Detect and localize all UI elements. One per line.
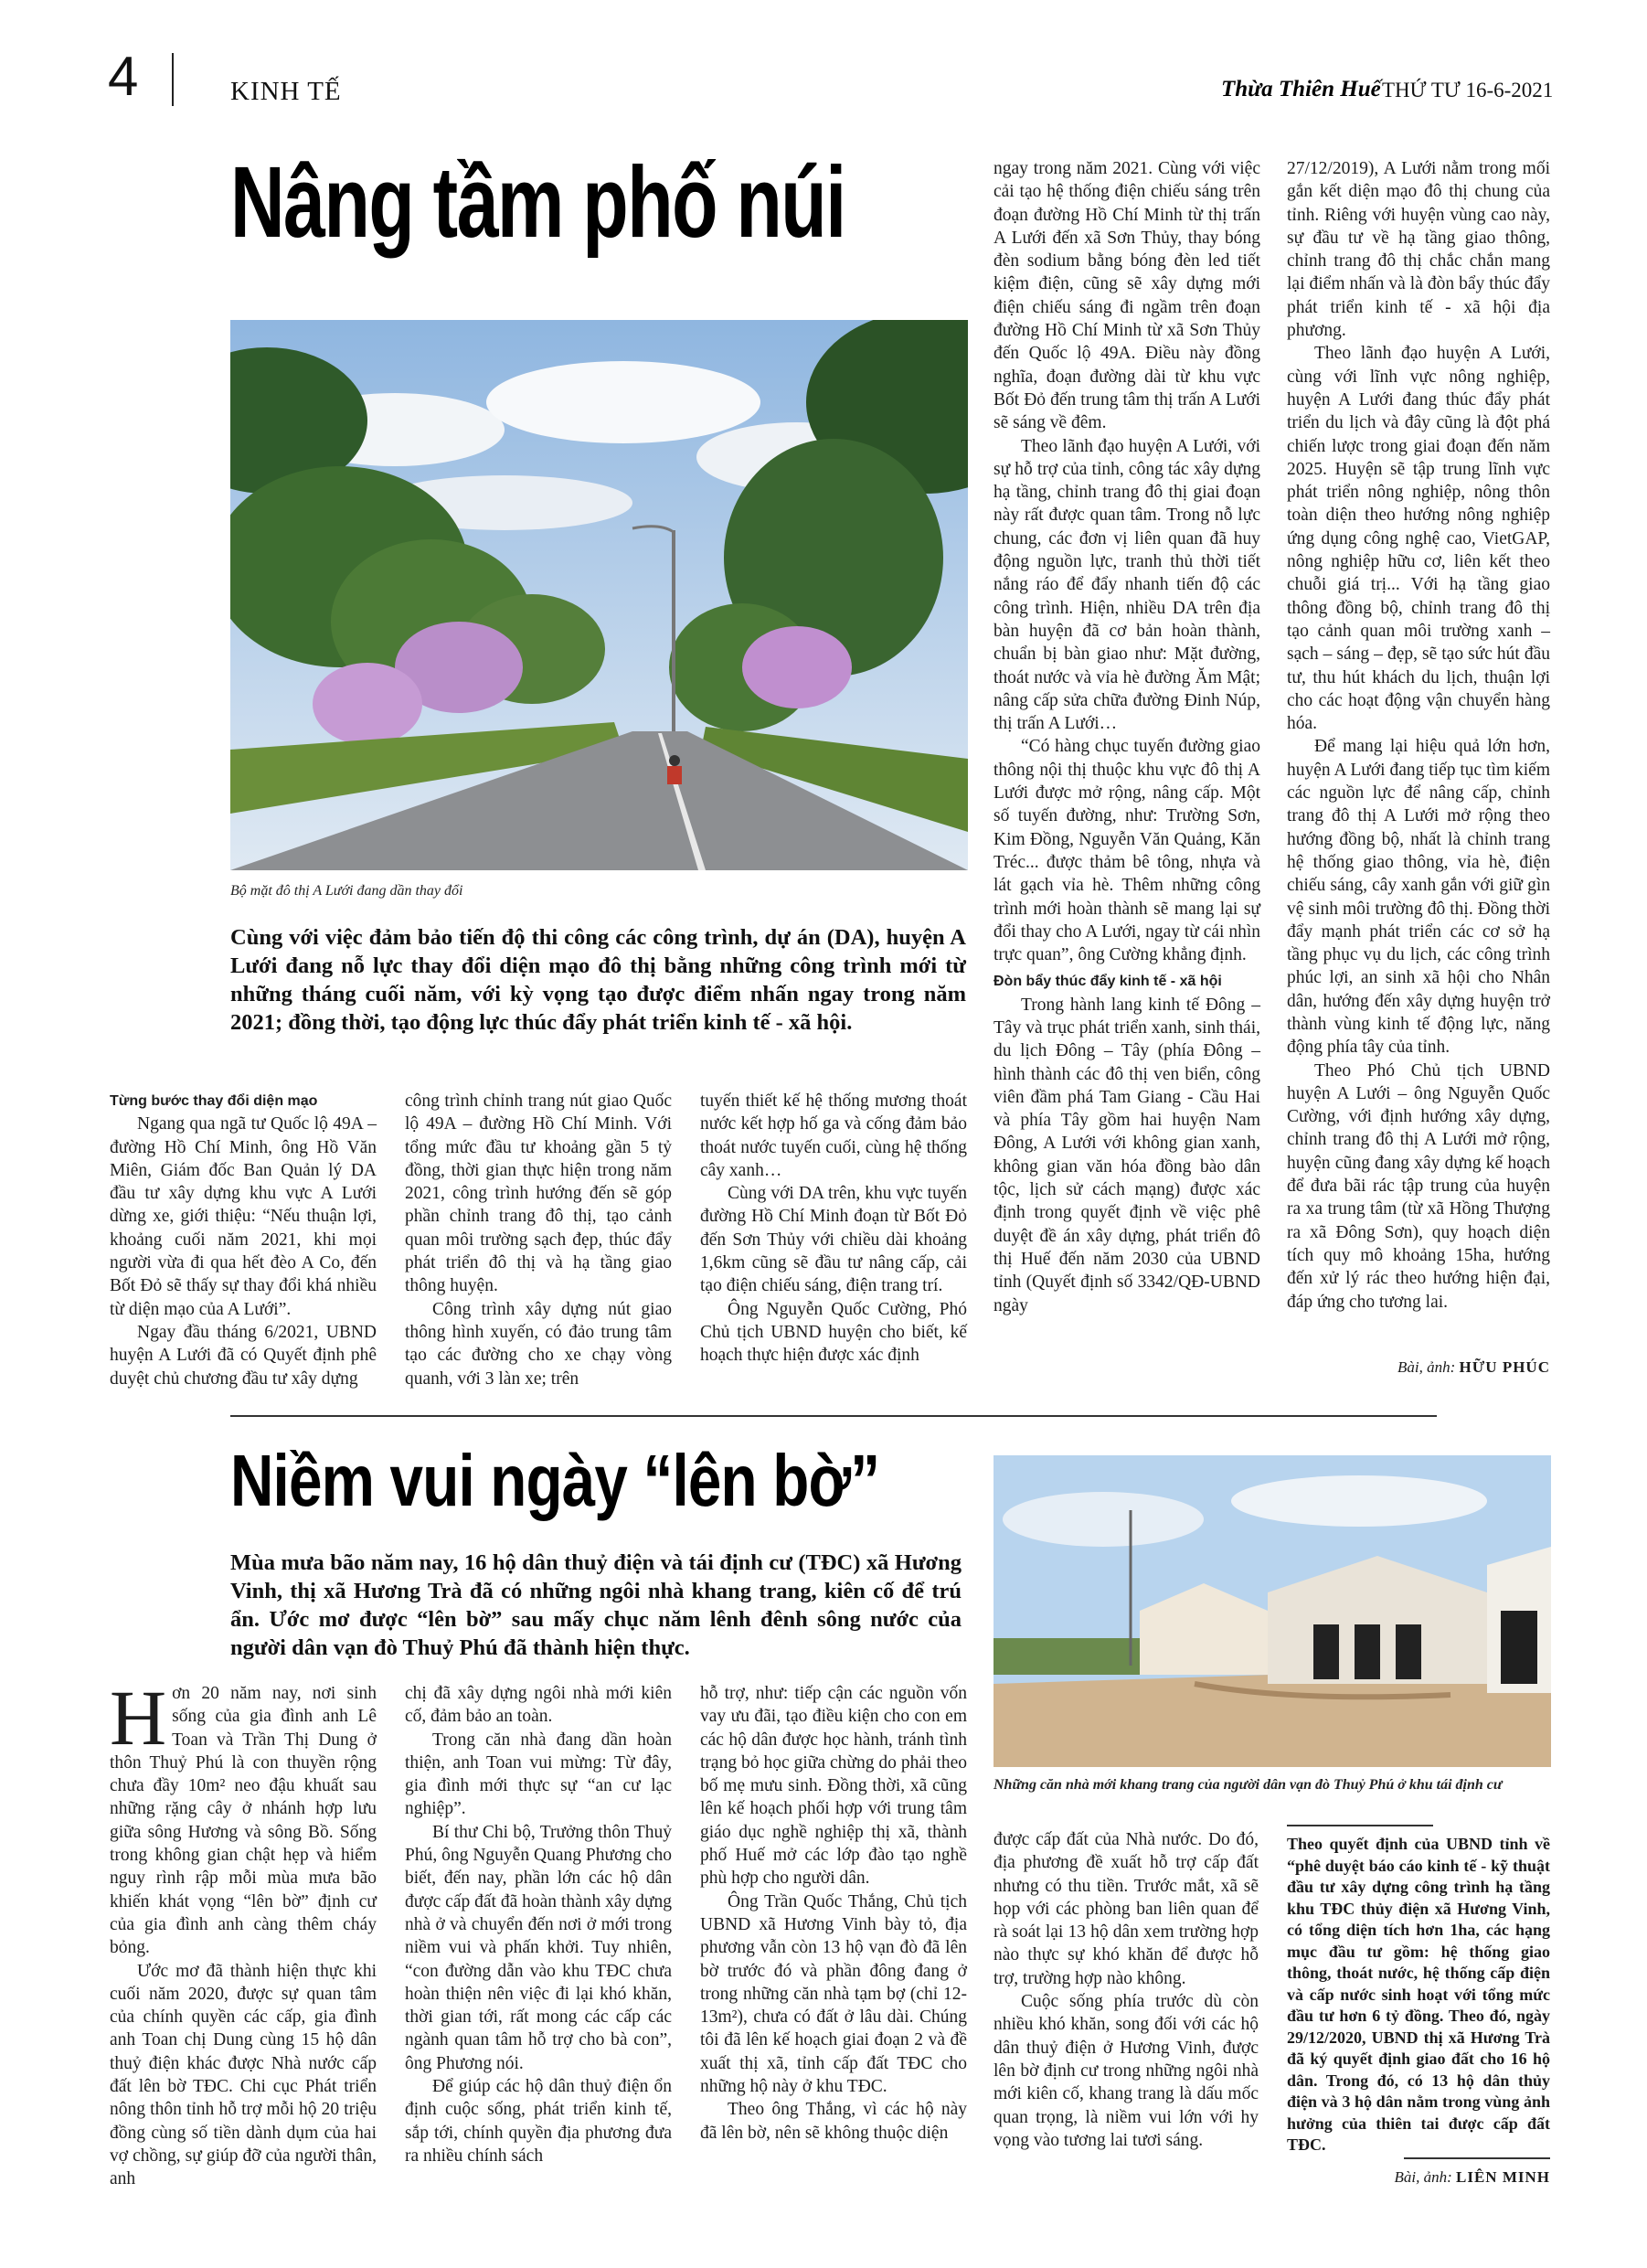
info-box: Theo quyết định của UBND tỉnh về “phê duyệt báo cáo kinh tế - kỹ thuật đầu tư xây dựng công trình hạ tầng khu TĐC thủy điện xã Hương Vinh, có tổng diện tích hơn 1ha, các hạng mục đầu tư gồm: hệ thống giao thông, thoát nước, hệ thống cấp điện và cấp nước sinh hoạt với tổng mức đầu tư hơn 6 tỷ đồng. Theo đó, ngày 29/12/2020, UBND thị xã Hương Trà đã ký quyết định giao đất cho 16 hộ dân. Trong đó, có 13 hộ dân thủy điện và 3 hộ dân nằm trong vùng ảnh hưởng của thiên tai được cấp đất TĐC. [1287,1835,1550,2154]
paragraph: hỗ trợ, như: tiếp cận các nguồn vốn vay ưu đãi, tạo điều kiện cho con em các hộ dân được học hành, tránh tình trạng bỏ học giữa chừng do phải theo bố mẹ mưu sinh. Đồng thời, xã cũng lên kế hoạch phối hợp với trung tâm giáo dục nghề nghiệp thị xã, thành phố Huế mở các lớp đào tạo nghề phù hợp cho người dân. [700,1684,967,1889]
paragraph: Cuộc sống phía trước dù còn nhiều khó khăn, song đối với các hộ dân thuỷ điện ở Hương Vinh, được lên bờ định cư trong những ngôi nhà mới kiên cố, khang trang là dấu mốc quan trọng, là niềm vui lớn với hy vọng vào tương lai tươi sáng. [994,1992,1259,2150]
byline-author: HỮU PHÚC [1459,1358,1550,1376]
paragraph: ngay trong năm 2021. Cùng với việc cải tạo hệ thống điện chiếu sáng trên đoạn đường Hồ Chí Minh từ thị trấn A Lưới đến xã Sơn Thủy, thay bóng đèn sodium bằng bóng đèn led tiết kiệm điện, cũng sẽ xây dựng mới điện chiếu sáng đi ngầm trên đoạn đường Hồ Chí Minh từ xã Sơn Thủy đến Quốc lộ 49A. Điều này đồng nghĩa, đoạn đường dài từ khu vực Bốt Đỏ đến trung tâm thị trấn A Lưới sẽ sáng về đêm. [994,159,1260,433]
article1-photo [230,320,968,870]
paragraph: Để giúp các hộ dân thuỷ điện ổn định cuộc sống, phát triển kinh tế, sắp tới, chính quyền địa phương đưa ra nhiều chính sách [405,2077,672,2166]
box-bottom-rule [1404,2157,1550,2159]
paragraph: tuyến thiết kế hệ thống mương thoát nước kết hợp hố ga và cống đảm bảo thoát nước tuyến cuối, cùng hệ thống cây xanh… [700,1091,967,1180]
article2-column-2 [405,1682,672,2167]
paragraph: Để mang lại hiệu quả lớn hơn, huyện A Lưới đang tiếp tục tìm kiếm các nguồn lực để nâng cấp, chỉnh trang đô thị A Lưới mở rộng theo hướng đồng bộ, nhất là chỉnh trang hệ thống giao thông, vỉa hè, điện chiếu sáng, cây xanh gắn với giữ gìn vệ sinh môi trường đô thị. Đồng thời đẩy mạnh phát triển các cơ sở hạ tầng phục vụ du lịch, các công trình phúc lợi, an sinh xã hội cho Nhân dân, hướng đến xây dựng huyện trở thành vùng kinh tế động lực, năng động phía tây của tỉnh. [1287,737,1550,1058]
article1-column-2 [405,1090,672,1390]
paragraph: Cùng với DA trên, khu vực tuyến đường Hồ Chí Minh đoạn từ Bốt Đỏ đến Sơn Thủy với chiều dài khoảng 1,6km cũng sẽ đầu tư nâng cấp, cải tạo điện chiếu sáng, điện trang trí. [700,1184,967,1296]
paragraph: “Có hàng chục tuyến đường giao thông nội thị thuộc khu vực đô thị A Lưới được mở rộng, nâng cấp. Một số tuyến đường, như: Trường Sơn, Kim Đồng, Nguyễn Văn Quảng, Kăn Tréc... được thảm bê tông, nhựa và lát gạch vỉa hè. Thêm những công trình mới hoàn thành sẽ mang lại sự đổi thay cho A Lưới, ngay từ cái nhìn trực quan”, ông Cường khẳng định. [994,737,1260,965]
article2-column-4 [994,1828,1259,2152]
issue-date: THỨ TƯ 16-6-2021 [1382,79,1554,101]
article1-lead: Cùng với việc đảm bảo tiến độ thi công các công trình, dự án (DA), huyện A Lưới đang nỗ lực thay đổi diện mạo đô thị bằng những công trình mới từ những tháng cuối năm, với kỳ vọng tạo được điểm nhấn ngay trong năm 2021; đồng thời, tạo động lực thúc đẩy phát triển kinh tế - xã hội. [230,925,966,1035]
article2-headline: Niềm vui ngày “lên bờ” [230,1440,880,1521]
byline-author: LIÊN MINH [1456,2168,1550,2186]
paragraph: 27/12/2019), A Lưới nằm trong mối gắn kết diện mạo đô thị chung của tỉnh. Riêng với huyện vùng cao này, sự đầu tư về hạ tầng giao thông, chỉnh trang đô thị chắc chắn mang lại điểm nhấn và là đòn bẩy thúc đẩy phát triển kinh tế - xã hội địa phương. [1287,159,1550,341]
article1-photo-caption: Bộ mặt đô thị A Lưới đang dần thay đổi [230,883,463,899]
article1-subhead-1: Từng bước thay đổi diện mạo [110,1093,318,1109]
paragraph: Công trình xây dựng nút giao thông hình xuyến, có đảo trung tâm tạo các đường cho xe chạy vòng quanh, với 3 làn xe; trên [405,1299,672,1389]
page-number: 4 [108,46,139,107]
article1-column-5 [1287,157,1550,1314]
street-photo-illustration [230,320,968,870]
paragraph: Ông Nguyễn Quốc Cường, Phó Chủ tịch UBND huyện cho biết, kế hoạch thực hiện được xác định [700,1299,967,1366]
paragraph: Ngang qua ngã tư Quốc lộ 49A – đường Hồ Chí Minh, ông Hồ Văn Miên, Giám đốc Ban Quản lý DA đầu tư xây dựng khu vực A Lưới dừng xe, giới thiệu: “Nếu thuận lợi, khoảng cuối năm 2021, khi mọi người vừa đi qua hết đèo A Co, đến Bốt Đỏ sẽ thấy sự thay đổi khá nhiều từ diện mạo của A Lưới”. [110,1114,377,1319]
article1-subhead-2: Đòn bẩy thúc đẩy kinh tế - xã hội [994,974,1222,990]
article2-column-3 [700,1682,967,2145]
article-separator [230,1415,1437,1417]
dropcap: H [110,1674,167,1762]
paragraph: công trình chỉnh trang nút giao Quốc lộ 49A – đường Hồ Chí Minh. Với tổng mức đầu tư khoảng gần 5 tỷ đồng, thời gian thực hiện trong năm 2021, công trình hướng đến sẽ góp phần chỉnh trang đô thị, tạo cảnh quan môi trường sạch đẹp, thúc đẩy phát triển đô thị và hạ tầng giao thông huyện. [405,1091,672,1296]
paragraph: chị đã xây dựng ngôi nhà mới kiên cố, đảm bảo an toàn. [405,1684,672,1727]
paragraph: Bí thư Chi bộ, Trưởng thôn Thuỷ Phú, ông Nguyễn Quang Phương cho biết, đến nay, phần lớn các hộ dân được cấp đất đã hoàn thành xây dựng nhà ở và chuyển đến nơi ở mới trong niềm vui và phấn khởi. Tuy nhiên, “con đường dẫn vào khu TĐC chưa hoàn thiện nên việc đi lại khó khăn, thời gian tới, rất mong các cấp các ngành quan tâm hỗ trợ cho bà con”, ông Phương nói. [405,1822,672,2073]
paragraph: Theo lãnh đạo huyện A Lưới, cùng với lĩnh vực nông nghiệp, huyện A Lưới đang thúc đẩy phát triển du lịch và đây cũng là đột phá chiến lược trong giai đoạn đến năm 2025. Huyện sẽ tập trung lĩnh vực phát triển nông nghiệp, nông thôn toàn diện theo hướng nông nghiệp ứng dụng công nghệ cao, VietGAP, nông nghiệp hữu cơ, liên kết theo chuỗi giá trị... Với hạ tầng giao thông đồng bộ, chỉnh trang đô thị tạo cảnh quan môi trường xanh – sạch – sáng – đẹp, sẽ tạo sức hút đầu tư, thu hút khách du lịch, thuận lợi cho các hoạt động vận chuyển hàng hóa. [1287,344,1550,734]
article1-column-4 [994,157,1260,1317]
paragraph: Theo Phó Chủ tịch UBND huyện A Lưới – ông Nguyễn Quốc Cường, với định hướng xây dựng, chỉnh trang đô thị A Lưới mở rộng, huyện cũng đang xây dựng kế hoạch để đưa bãi rác tập trung của huyện ra xa trung tâm (từ xã Hồng Thượng ra xã Đông Sơn), quy hoạch diện tích quy mô khoảng 15ha, hướng đến xử lý rác theo hướng hiện đại, đáp ứng cho tương lai. [1287,1060,1550,1312]
paragraph: Ngay đầu tháng 6/2021, UBND huyện A Lưới đã có Quyết định phê duyệt chủ chương đầu tư xây dựng [110,1322,377,1389]
paragraph: Ước mơ đã thành hiện thực khi cuối năm 2020, được sự quan tâm của chính quyền các cấp, gia đình anh Toan chị Dung cùng 15 hộ dân thuỷ điện khác được Nhà nước cấp đất lên bờ TĐC. Chi cục Phát triển nông thôn tỉnh hỗ trợ mỗi hộ 20 triệu đồng cùng số tiền dành dụm của hai vợ chồng, sự giúp đỡ của người thân, anh [110,1961,377,2189]
article2-column-1 [110,1674,377,2191]
box-top-rule [1287,1825,1433,1826]
byline-prefix: Bài, ảnh: [1394,2168,1452,2186]
article2-photo [994,1455,1551,1767]
paragraph [110,1674,377,1960]
paragraph-text: ơn 20 năm nay, nơi sinh sống của gia đình anh Lê Toan và Trần Thị Dung ở thôn Thuỷ Phú là con thuyền rộng chưa đầy 10m² neo đậu khuất sau những rặng cây ở nhánh hợp lưu giữa sông Hương và sông Bồ. Sống trong không gian chật hẹp và hiểm nguy rình rập mỗi mùa mưa bão khiến khát vọng “lên bờ” định cư của gia đình anh càng thêm cháy bỏng. [110,1684,377,1958]
article1-column-3 [700,1090,967,1368]
byline-prefix: Bài, ảnh: [1397,1358,1456,1376]
article1-headline: Nâng tầm phố núi [230,146,845,259]
article2-photo-caption: Những căn nhà mới khang trang của người dân vạn đò Thuỷ Phú ở khu tái định cư [994,1777,1503,1793]
paragraph: Ông Trần Quốc Thắng, Chủ tịch UBND xã Hương Vinh bày tỏ, địa phương vẫn còn 13 hộ vạn đò đã lên bờ trước đó và phần đông đang ở trong những căn nhà tạm bợ (chỉ 12-13m²), chưa có đất ở lâu dài. Chúng tôi đã lên kế hoạch giai đoạn 2 và đề xuất thị xã, tỉnh cấp đất TĐC cho những hộ này ở khu TĐC. [700,1891,967,2097]
section-label: KINH TẾ [230,77,342,106]
paragraph: Trong căn nhà đang dần hoàn thiện, anh Toan vui mừng: Từ đây, gia đình mới thực sự “an cư lạc nghiệp”. [405,1730,672,1819]
header-divider [172,53,174,106]
paragraph: Theo lãnh đạo huyện A Lưới, với sự hỗ trợ của tỉnh, công tác xây dựng hạ tầng, chỉnh trang đô thị giai đoạn này rất được quan tâm. Trong nỗ lực chung, các đơn vị liên quan đã huy động nguồn lực, tranh thủ thời tiết nắng ráo để đẩy nhanh tiến độ các công trình. Hiện, nhiều DA trên địa bàn huyện đã cơ bản hoàn thành, chuẩn bị bàn giao như: Mặt đường, thoát nước và vỉa hè đường Ăm Mật; nâng cấp sửa chữa đường Đinh Núp, thị trấn A Lưới… [994,436,1260,734]
paragraph: Theo ông Thắng, vì các hộ này đã lên bờ, nên sẽ không thuộc diện [700,2100,967,2143]
article2-byline [1287,2168,1550,2187]
paragraph: được cấp đất của Nhà nước. Do đó, địa phương đề xuất hỗ trợ cấp đất nhưng có thu tiền. Trước mắt, xã sẽ họp với các phòng ban liên quan để rà soát lại 13 hộ dân xem trường hợp nào thực sự khó khăn để được hỗ trợ, trường hợp nào không. [994,1830,1259,1988]
article2-lead: Mùa mưa bão năm nay, 16 hộ dân thuỷ điện và tái định cư (TĐC) xã Hương Vinh, thị xã Hương Trà đã có những ngôi nhà khang trang, kiên cố để trú ẩn. Ước mơ được “lên bờ” sau mấy chục năm lênh đênh sông nước của người dân vạn đò Thuỷ Phú đã thành hiện thực. [230,1550,962,1660]
article1-byline [1287,1358,1550,1377]
article1-column-1 [110,1090,377,1390]
houses-photo-illustration [994,1455,1551,1767]
newspaper-name: Thừa Thiên Huế [1221,77,1381,101]
paragraph: Trong hành lang kinh tế Đông – Tây và trục phát triển xanh, sinh thái, du lịch Đông – Tây (phía Đông – hình thành các đô thị ven biển, công viên đầm phá Tam Giang - Cầu Hai và phía Tây gồm hai huyện Nam Đông, A Lưới với không gian xanh, không gian văn hóa đồng bào dân tộc, lịch sử cách mạng) được xác định trong quyết định về việc phê duyệt đề án xây dựng, phát triển đô thị Huế đến năm 2030 của UBND tỉnh (Quyết định số 3342/QĐ-UBND ngày [994,995,1260,1315]
